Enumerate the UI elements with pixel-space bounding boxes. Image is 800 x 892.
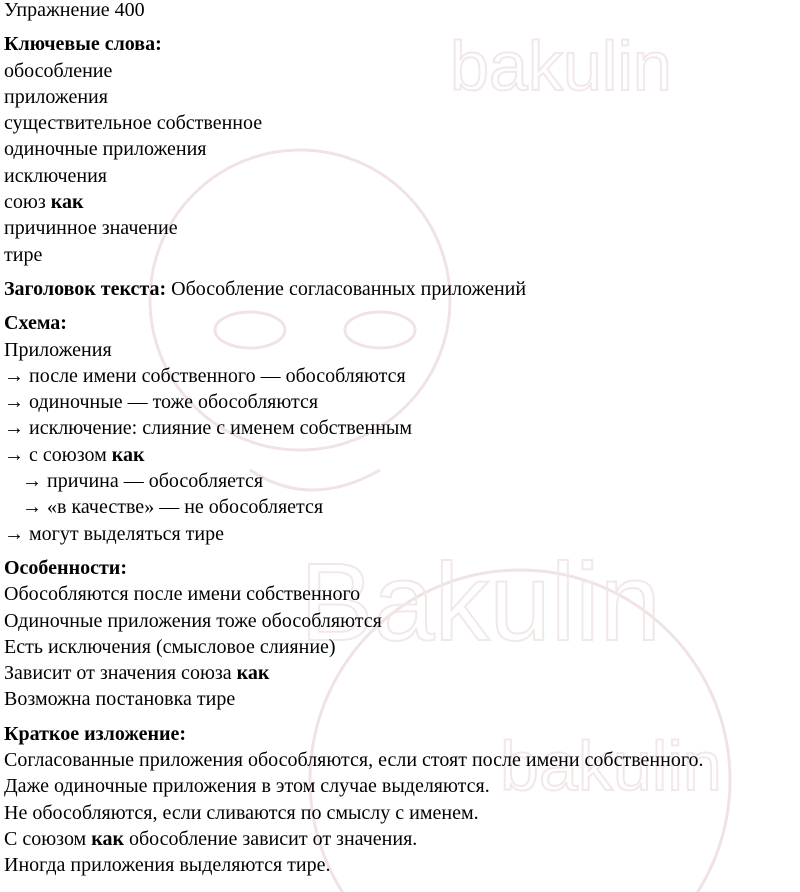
feature-item: Есть исключения (смысловое слияние) bbox=[4, 635, 336, 658]
keyword-item: приложения bbox=[4, 85, 108, 108]
scheme-list bbox=[4, 363, 800, 547]
summary-list bbox=[4, 747, 800, 878]
scheme-item: → исключение: слияние с именем собственным bbox=[4, 417, 412, 440]
keyword-item: обособление bbox=[4, 59, 113, 82]
keyword-item: исключения bbox=[4, 164, 107, 187]
scheme-heading: Схема: bbox=[4, 312, 67, 335]
scheme-item: → «в качестве» — не обособляется bbox=[22, 496, 324, 519]
keywords-heading: Ключевые слова: bbox=[4, 33, 162, 56]
scheme-item: → с союзом как bbox=[4, 443, 145, 466]
exercise-title: Упражнение 400 bbox=[4, 0, 145, 21]
feature-item: Одиночные приложения тоже обособляются bbox=[4, 609, 382, 632]
feature-item: Возможна постановка тире bbox=[4, 688, 236, 711]
summary-sentence: С союзом как обособление зависит от значения. bbox=[4, 827, 418, 850]
keyword-item: тире bbox=[4, 243, 43, 266]
text-title: Заголовок текста: Обособление согласованных приложений bbox=[4, 277, 527, 300]
keyword-item: причинное значение bbox=[4, 217, 178, 240]
feature-item: Обособляются после имени собственного bbox=[4, 583, 361, 606]
summary-sentence: Согласованные приложения обособляются, если стоят после имени собственного. bbox=[4, 749, 704, 772]
scheme-item: → одиночные — тоже обособляются bbox=[4, 391, 319, 414]
summary-sentence: Не обособляются, если сливаются по смыслу с именем. bbox=[4, 801, 479, 824]
scheme-root: Приложения bbox=[4, 338, 112, 361]
keyword-item: одиночные приложения bbox=[4, 138, 207, 161]
svg-text:bakulin: bakulin bbox=[500, 727, 722, 805]
features-heading: Особенности: bbox=[4, 556, 127, 579]
keywords-list bbox=[4, 58, 800, 268]
feature-item: Зависит от значения союза как bbox=[4, 662, 270, 685]
svg-text:bakulin: bakulin bbox=[450, 27, 672, 105]
scheme-item: → причина — обособляется bbox=[22, 470, 264, 493]
scheme-item: → могут выделяться тире bbox=[4, 522, 224, 545]
scheme-item: → после имени собственного — обособляются bbox=[4, 364, 406, 387]
keyword-item: союз как bbox=[4, 191, 84, 214]
document bbox=[4, 0, 800, 879]
summary-sentence: Иногда приложения выделяются тире. bbox=[4, 854, 331, 877]
summary-sentence: Даже одиночные приложения в этом случае выделяются. bbox=[4, 775, 490, 798]
svg-text:Bakulin: Bakulin bbox=[300, 541, 661, 664]
summary-heading: Краткое изложение: bbox=[4, 722, 187, 745]
features-list bbox=[4, 581, 800, 712]
keyword-item: существительное собственное bbox=[4, 112, 263, 135]
